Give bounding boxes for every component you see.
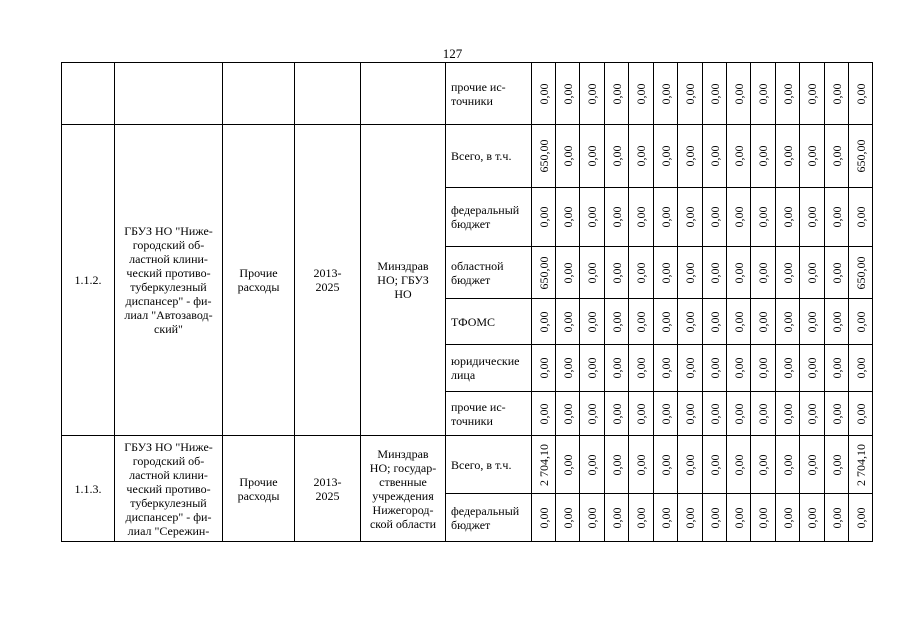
value-cell	[825, 125, 849, 188]
value-cell	[727, 125, 751, 188]
value-text: 0,00	[756, 145, 770, 167]
value-text: 0,00	[658, 454, 673, 475]
value-text: 0,00	[829, 145, 844, 167]
value-text: 0,00	[805, 206, 819, 228]
value-cell	[532, 247, 556, 299]
value-text: 0,00	[683, 262, 697, 283]
value-cell	[825, 345, 849, 392]
value-text: 0,00	[756, 83, 770, 104]
value-text: 0,00	[780, 357, 795, 379]
value-text: 0,00	[634, 454, 648, 475]
value-cell	[605, 247, 629, 299]
value-cell	[629, 247, 654, 299]
value-cell	[849, 345, 873, 392]
value-cell	[776, 299, 800, 345]
value-cell	[825, 494, 849, 542]
value-cell	[556, 392, 580, 436]
value-text: 0,00	[634, 145, 648, 167]
value-cell	[849, 494, 873, 542]
value-text: 0,00	[634, 206, 648, 228]
value-cell	[580, 494, 605, 542]
value-text: 2 704,10	[536, 443, 551, 486]
source-cell: федеральный бюджет	[446, 188, 532, 247]
value-cell	[825, 299, 849, 345]
empty-cell	[361, 63, 446, 125]
value-text: 0,00	[805, 507, 819, 528]
value-cell	[703, 63, 727, 125]
value-cell	[605, 63, 629, 125]
value-text: 0,00	[707, 454, 722, 475]
value-cell	[800, 63, 825, 125]
item-name: ГБУЗ НО "Ниже- городский об- ластной клини- ческий противо- туберкулезный диспансер" - фи- лиал "Сережин-	[115, 436, 223, 542]
expense-type: Прочие расходы	[223, 125, 295, 436]
value-text: 0,00	[609, 507, 624, 528]
value-text: 0,00	[707, 507, 722, 528]
value-cell	[800, 392, 825, 436]
value-text: 0,00	[683, 357, 697, 379]
value-cell	[776, 494, 800, 542]
value-text: 0,00	[536, 507, 551, 528]
value-text: 0,00	[634, 262, 648, 283]
value-text: 0,00	[560, 454, 575, 475]
value-text: 0,00	[829, 403, 844, 424]
value-text: 0,00	[829, 311, 844, 332]
value-text: 0,00	[585, 357, 599, 379]
value-text: 0,00	[780, 454, 795, 475]
value-cell	[678, 188, 703, 247]
table-body	[62, 63, 873, 542]
value-cell	[580, 247, 605, 299]
value-text: 0,00	[634, 403, 648, 424]
value-cell	[703, 436, 727, 494]
value-text: 0,00	[829, 454, 844, 475]
value-cell	[800, 345, 825, 392]
value-text: 0,00	[805, 262, 819, 283]
value-text: 0,00	[780, 145, 795, 167]
value-cell	[800, 247, 825, 299]
value-text: 650,00	[536, 256, 551, 289]
source-cell: областной бюджет	[446, 247, 532, 299]
value-cell	[556, 188, 580, 247]
value-cell	[532, 436, 556, 494]
value-text: 2 704,10	[853, 443, 868, 486]
table-row	[62, 63, 873, 125]
value-text: 0,00	[585, 145, 599, 167]
value-text: 0,00	[731, 507, 746, 528]
period: 2013- 2025	[295, 436, 361, 542]
value-cell	[825, 247, 849, 299]
value-text: 0,00	[829, 206, 844, 228]
value-text: 0,00	[585, 262, 599, 283]
value-text: 0,00	[853, 403, 868, 424]
value-text: 0,00	[805, 357, 819, 379]
value-cell	[532, 299, 556, 345]
value-text: 0,00	[658, 311, 673, 332]
empty-cell	[62, 63, 115, 125]
value-cell	[580, 436, 605, 494]
value-cell	[727, 299, 751, 345]
value-text: 0,00	[585, 507, 599, 528]
value-text: 0,00	[731, 206, 746, 228]
value-text: 0,00	[658, 145, 673, 167]
item-number: 1.1.2.	[62, 125, 115, 436]
value-cell	[629, 125, 654, 188]
value-cell	[605, 436, 629, 494]
value-cell	[556, 436, 580, 494]
value-text: 0,00	[780, 507, 795, 528]
empty-cell	[295, 63, 361, 125]
value-text: 0,00	[634, 83, 648, 104]
value-cell	[556, 494, 580, 542]
page-number: 127	[442, 46, 463, 61]
value-cell	[727, 392, 751, 436]
expense-type: Прочие расходы	[223, 436, 295, 542]
value-text: 0,00	[585, 454, 599, 475]
value-cell	[849, 188, 873, 247]
value-cell	[654, 247, 678, 299]
value-text: 0,00	[658, 206, 673, 228]
value-cell	[678, 392, 703, 436]
value-cell	[556, 247, 580, 299]
value-text: 0,00	[805, 454, 819, 475]
value-text: 0,00	[683, 206, 697, 228]
value-cell	[629, 188, 654, 247]
value-cell	[703, 125, 727, 188]
value-text: 0,00	[707, 357, 722, 379]
value-cell	[800, 188, 825, 247]
value-text: 0,00	[756, 403, 770, 424]
value-text: 0,00	[731, 454, 746, 475]
value-cell	[580, 392, 605, 436]
value-cell	[776, 247, 800, 299]
value-cell	[703, 345, 727, 392]
value-text: 0,00	[536, 311, 551, 332]
value-text: 0,00	[536, 403, 551, 424]
source-cell: федеральный бюджет	[446, 494, 532, 542]
value-text: 0,00	[780, 311, 795, 332]
value-cell	[532, 494, 556, 542]
value-cell	[605, 345, 629, 392]
value-cell	[678, 436, 703, 494]
value-cell	[849, 63, 873, 125]
value-cell	[703, 247, 727, 299]
value-cell	[629, 345, 654, 392]
value-text: 0,00	[707, 145, 722, 167]
value-cell	[776, 125, 800, 188]
value-text: 650,00	[853, 139, 868, 173]
value-cell	[727, 345, 751, 392]
value-text: 0,00	[731, 403, 746, 424]
value-cell	[654, 345, 678, 392]
value-text: 0,00	[829, 357, 844, 379]
value-cell	[751, 299, 776, 345]
value-text: 0,00	[683, 83, 697, 104]
value-text: 0,00	[560, 83, 575, 104]
value-cell	[776, 436, 800, 494]
value-cell	[776, 63, 800, 125]
value-cell	[727, 247, 751, 299]
value-cell	[654, 299, 678, 345]
value-text: 0,00	[731, 262, 746, 283]
value-text: 0,00	[658, 83, 673, 104]
value-text: 0,00	[609, 145, 624, 167]
value-text: 0,00	[560, 403, 575, 424]
value-cell	[556, 125, 580, 188]
value-text: 0,00	[853, 357, 868, 379]
value-cell	[776, 392, 800, 436]
value-text: 0,00	[683, 507, 697, 528]
value-cell	[580, 125, 605, 188]
value-cell	[605, 494, 629, 542]
value-text: 0,00	[731, 357, 746, 379]
value-text: 0,00	[780, 83, 795, 104]
value-text: 0,00	[560, 262, 575, 283]
value-cell	[825, 392, 849, 436]
value-text: 0,00	[560, 206, 575, 228]
executor: Минздрав НО; государ- ственные учреждения Нижегород- ской области	[361, 436, 446, 542]
value-text: 0,00	[853, 311, 868, 332]
source-cell: Всего, в т.ч.	[446, 125, 532, 188]
value-cell	[825, 436, 849, 494]
value-text: 0,00	[609, 206, 624, 228]
value-text: 0,00	[829, 83, 844, 104]
value-text: 0,00	[756, 206, 770, 228]
value-text: 0,00	[853, 83, 868, 104]
value-cell	[556, 299, 580, 345]
table-row	[62, 125, 873, 188]
value-text: 0,00	[658, 357, 673, 379]
value-cell	[703, 392, 727, 436]
value-text: 0,00	[829, 507, 844, 528]
value-text: 0,00	[560, 507, 575, 528]
value-text: 0,00	[731, 311, 746, 332]
value-cell	[751, 494, 776, 542]
value-cell	[678, 299, 703, 345]
value-cell	[825, 63, 849, 125]
value-cell	[849, 299, 873, 345]
value-text: 0,00	[585, 311, 599, 332]
value-text: 0,00	[780, 262, 795, 283]
value-cell	[556, 345, 580, 392]
value-text: 0,00	[609, 403, 624, 424]
value-cell	[703, 494, 727, 542]
value-cell	[580, 299, 605, 345]
value-cell	[605, 392, 629, 436]
value-cell	[532, 125, 556, 188]
value-text: 0,00	[756, 311, 770, 332]
value-cell	[825, 188, 849, 247]
value-text: 650,00	[536, 139, 551, 173]
value-text: 0,00	[658, 403, 673, 424]
value-cell	[751, 247, 776, 299]
value-cell	[580, 345, 605, 392]
source-cell: ТФОМС	[446, 299, 532, 345]
value-text: 0,00	[756, 357, 770, 379]
value-text: 0,00	[683, 145, 697, 167]
value-text: 0,00	[560, 311, 575, 332]
value-cell	[678, 247, 703, 299]
value-cell	[629, 63, 654, 125]
empty-cell	[115, 63, 223, 125]
value-cell	[751, 436, 776, 494]
value-text: 0,00	[731, 83, 746, 104]
value-cell	[751, 188, 776, 247]
value-text: 0,00	[707, 206, 722, 228]
value-text: 0,00	[805, 311, 819, 332]
value-cell	[678, 63, 703, 125]
value-text: 0,00	[658, 262, 673, 283]
value-cell	[849, 247, 873, 299]
value-cell	[800, 494, 825, 542]
value-cell	[532, 345, 556, 392]
value-cell	[703, 299, 727, 345]
value-cell	[678, 125, 703, 188]
value-cell	[751, 125, 776, 188]
value-cell	[580, 63, 605, 125]
value-text: 0,00	[585, 206, 599, 228]
value-cell	[849, 392, 873, 436]
value-cell	[800, 299, 825, 345]
value-cell	[800, 125, 825, 188]
value-text: 0,00	[536, 83, 551, 104]
value-cell	[654, 125, 678, 188]
item-name: ГБУЗ НО "Ниже- городский об- ластной клини- ческий противо- туберкулезный диспансер" - фи- лиал "Автозавод- ский"	[115, 125, 223, 436]
table-row	[62, 436, 873, 494]
value-text: 0,00	[683, 311, 697, 332]
value-text: 0,00	[707, 262, 722, 283]
value-cell	[727, 436, 751, 494]
value-cell	[629, 392, 654, 436]
value-text: 0,00	[707, 311, 722, 332]
value-text: 0,00	[829, 262, 844, 283]
value-text: 0,00	[756, 507, 770, 528]
value-text: 0,00	[609, 454, 624, 475]
value-cell	[678, 345, 703, 392]
value-text: 0,00	[536, 206, 551, 228]
value-cell	[629, 436, 654, 494]
value-cell	[776, 188, 800, 247]
value-cell	[678, 494, 703, 542]
value-cell	[556, 63, 580, 125]
value-text: 650,00	[853, 256, 868, 289]
value-text: 0,00	[853, 206, 868, 228]
value-cell	[727, 188, 751, 247]
value-text: 0,00	[683, 454, 697, 475]
value-cell	[532, 392, 556, 436]
value-cell	[532, 63, 556, 125]
value-text: 0,00	[560, 145, 575, 167]
value-cell	[580, 188, 605, 247]
value-cell	[654, 436, 678, 494]
period: 2013- 2025	[295, 125, 361, 436]
item-number: 1.1.3.	[62, 436, 115, 542]
budget-table	[61, 62, 873, 542]
value-cell	[751, 345, 776, 392]
value-cell	[800, 436, 825, 494]
value-cell	[654, 494, 678, 542]
value-cell	[727, 63, 751, 125]
value-cell	[629, 494, 654, 542]
value-cell	[849, 125, 873, 188]
value-text: 0,00	[634, 507, 648, 528]
source-cell: Всего, в т.ч.	[446, 436, 532, 494]
value-cell	[532, 188, 556, 247]
value-cell	[751, 63, 776, 125]
value-text: 0,00	[707, 403, 722, 424]
source-cell: прочие ис- точники	[446, 63, 532, 125]
value-cell	[654, 392, 678, 436]
value-text: 0,00	[805, 403, 819, 424]
value-text: 0,00	[805, 145, 819, 167]
value-text: 0,00	[609, 311, 624, 332]
value-cell	[629, 299, 654, 345]
value-text: 0,00	[780, 206, 795, 228]
source-cell: юридические лица	[446, 345, 532, 392]
value-cell	[703, 188, 727, 247]
value-text: 0,00	[683, 403, 697, 424]
value-text: 0,00	[585, 83, 599, 104]
value-text: 0,00	[634, 311, 648, 332]
value-text: 0,00	[560, 357, 575, 379]
value-cell	[654, 188, 678, 247]
empty-cell	[223, 63, 295, 125]
source-cell: прочие ис- точники	[446, 392, 532, 436]
value-text: 0,00	[731, 145, 746, 167]
value-text: 0,00	[756, 454, 770, 475]
value-text: 0,00	[780, 403, 795, 424]
value-text: 0,00	[634, 357, 648, 379]
executor: Минздрав НО; ГБУЗ НО	[361, 125, 446, 436]
value-cell	[605, 125, 629, 188]
value-text: 0,00	[707, 83, 722, 104]
value-text: 0,00	[658, 507, 673, 528]
value-cell	[654, 63, 678, 125]
value-cell	[751, 392, 776, 436]
value-cell	[776, 345, 800, 392]
value-text: 0,00	[609, 83, 624, 104]
value-cell	[727, 494, 751, 542]
value-text: 0,00	[609, 357, 624, 379]
value-text: 0,00	[609, 262, 624, 283]
value-text: 0,00	[585, 403, 599, 424]
value-text: 0,00	[756, 262, 770, 283]
value-text: 0,00	[805, 83, 819, 104]
value-text: 0,00	[536, 357, 551, 379]
value-cell	[605, 188, 629, 247]
value-text: 0,00	[853, 507, 868, 528]
value-cell	[605, 299, 629, 345]
value-cell	[849, 436, 873, 494]
